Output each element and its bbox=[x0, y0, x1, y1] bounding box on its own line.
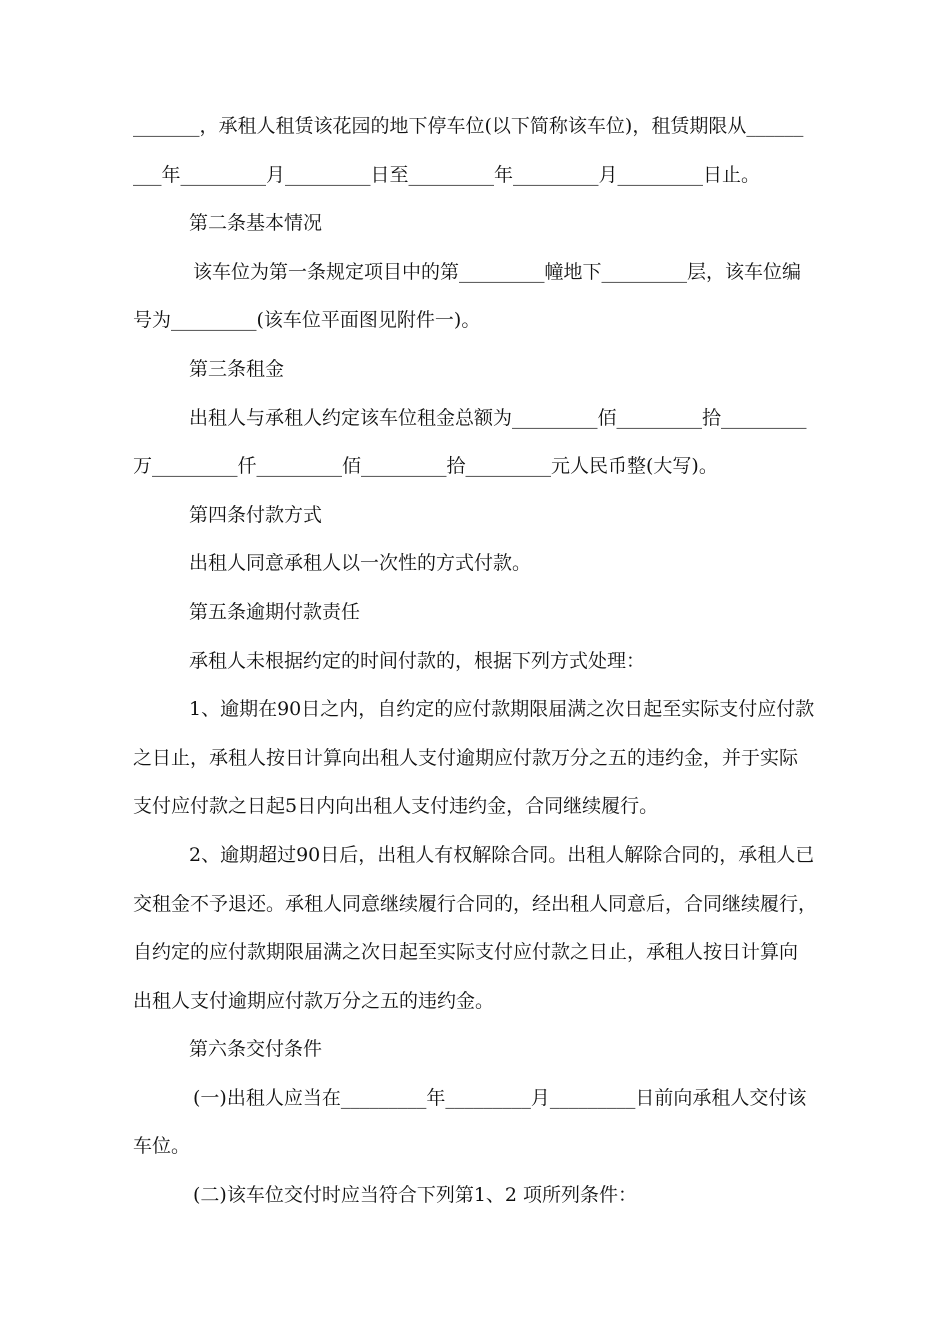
text-line: 出租人与承租人约定该车位租金总额为_________佰_________拾_________ bbox=[189, 406, 807, 429]
text-line: 交租金不予退还。承租人同意继续履行合同的，经出租人同意后，合同继续履行， bbox=[133, 892, 818, 915]
text-line: 出租人支付逾期应付款万分之五的违约金。 bbox=[133, 989, 495, 1012]
text-line: 出租人同意承租人以一次性的方式付款。 bbox=[189, 552, 532, 575]
text-line: 之日止，承租人按日计算向出租人支付逾期应付款万分之五的违约金，并于实际 bbox=[133, 746, 799, 769]
section-heading-5: 第五条逾期付款责任 bbox=[189, 600, 361, 623]
text-line: (二)该车位交付时应当符合下列第1、2 项所列条件： bbox=[193, 1184, 638, 1207]
text-line: 自约定的应付款期限届满之次日起至实际支付应付款之日止，承租人按日计算向 bbox=[133, 941, 799, 964]
text-line: _______，承租人租赁该花园的地下停车位(以下简称该车位)，租赁期限从______ bbox=[133, 115, 804, 137]
text-line: 万_________仟_________佰_________拾_________元人民币整(大写)。 bbox=[133, 455, 718, 478]
text-line: 2、逾期超过90日后，出租人有权解除合同。出租人解除合同的，承租人已 bbox=[189, 843, 815, 866]
text-line: 号为_________(该车位平面图见附件一)。 bbox=[133, 309, 481, 332]
text-line: 该车位为第一条规定项目中的第_________幢地下_________层，该车位编 bbox=[193, 260, 802, 283]
text-line: ___年_________月_________日至_________年_________月_________日止。 bbox=[133, 163, 761, 186]
section-heading-3: 第三条租金 bbox=[189, 357, 285, 380]
text-line: 承租人未根据约定的时间付款的，根据下列方式处理： bbox=[189, 649, 646, 672]
text-line: 1、逾期在90日之内，自约定的应付款期限届满之次日起至实际支付应付款 bbox=[189, 698, 815, 721]
document-body bbox=[133, 102, 823, 1220]
section-heading-6: 第六条交付条件 bbox=[189, 1038, 323, 1061]
text-line: 车位。 bbox=[133, 1135, 191, 1158]
text-line: (一)出租人应当在_________年_________月_________日前向承租人交付该 bbox=[193, 1086, 807, 1109]
section-heading-4: 第四条付款方式 bbox=[189, 503, 323, 526]
text-line: 支付应付款之日起5日内向出租人支付违约金，合同继续履行。 bbox=[133, 795, 659, 818]
section-heading-2: 第二条基本情况 bbox=[189, 212, 323, 235]
